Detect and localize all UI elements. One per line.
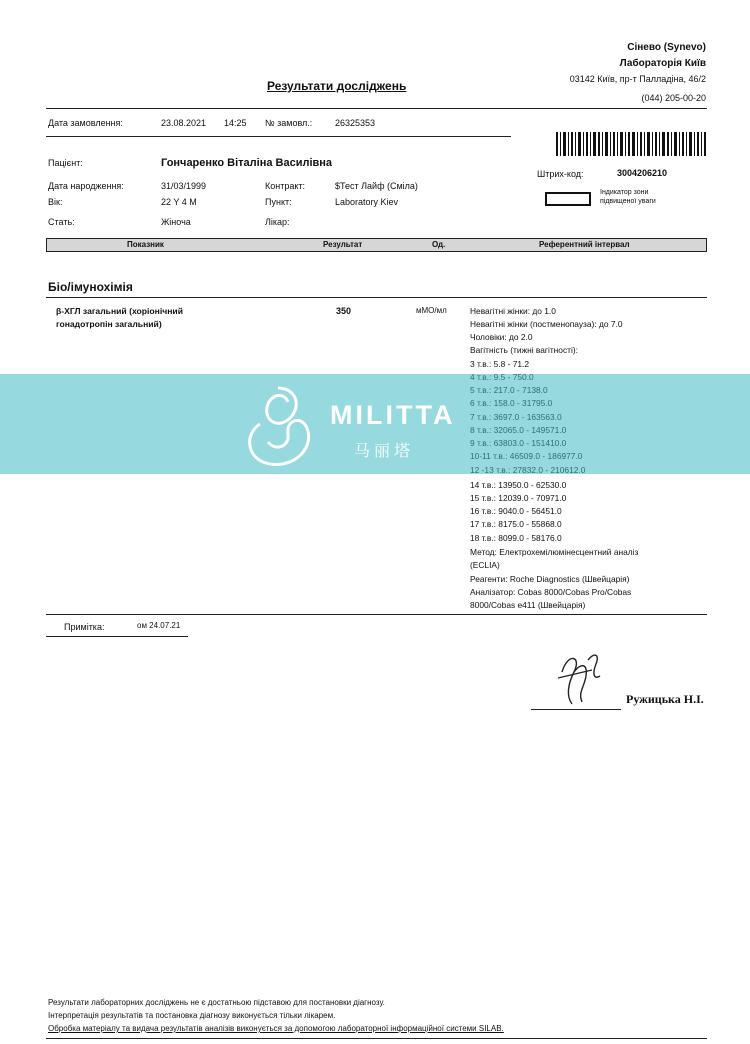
order-number-value: 26325353 [335,118,376,128]
col-unit-header: Од. [432,240,446,249]
signature-image [548,642,608,712]
footer-line1: Результати лабораторних досліджень не є достатньою підставою для постановки діагнозу. [48,998,385,1007]
signer-name: Ружицька Н.І. [626,692,704,706]
footer-line3: Обробка матеріалу та видача результатів аналізів виконується за допомогою лабораторної інформаційної системи SILAB. [48,1024,504,1033]
section-divider [46,297,707,298]
top-divider [46,108,707,109]
age-label: Вік: [48,197,63,207]
barcode-label: Штрих-код: [537,169,584,179]
lab-address: 03142 Київ, пр-т Палладіна, 46/2 [569,74,706,84]
footer-line2: Інтерпретація результатів та постановка діагнозу виконується тільки лікарем. [48,1011,336,1020]
lab-phone: (044) 205-00-20 [641,93,706,103]
indicator-text: Індикатор зони підвищеної уваги [600,189,656,205]
test-result: 350 [336,306,352,316]
order-date-value: 23.08.2021 [161,118,207,128]
watermark-logo-icon [240,380,324,470]
test-name-line1: β-ХГЛ загальний (хоріонічний [56,306,183,316]
watermark-subtitle: 马丽塔 [354,443,415,460]
ref-line: Аналізатор: Cobas 8000/Cobas Pro/Cobas [470,587,632,597]
ref-line: Чоловіки: до 2.0 [470,332,533,342]
col-result-header: Результат [323,240,363,249]
barcode-image [556,132,706,156]
barcode-value: 3004206210 [617,168,668,178]
col-reference-header: Референтний інтервал [539,240,630,249]
page-title: Результати досліджень [267,79,407,93]
age-value: 22 Y 4 M [161,197,197,207]
ref-line: Невагітні жінки: до 1.0 [470,306,556,316]
doctor-label: Лікар: [265,217,290,227]
contract-value: $Тест Лайф (Сміла) [335,181,418,191]
order-date-label: Дата замовлення: [48,118,123,128]
sex-label: Стать: [48,217,75,227]
dob-label: Дата народження: [48,181,124,191]
order-number-label: № замовл.: [265,118,313,128]
order-time-value: 14:25 [224,118,247,128]
ref-line: (ECLIA) [470,560,500,570]
lab-name: Сінево (Synevo) [627,42,706,53]
ref-line: 8000/Cobas e411 (Швейцарія) [470,600,586,610]
test-unit: мМО/мл [416,306,447,315]
results-bottom-divider [46,614,707,615]
watermark-brand: MILITTA [330,400,456,430]
point-label: Пункт: [265,197,292,207]
ref-line: 15 т.в.: 12039.0 - 70971.0 [470,493,567,503]
ref-line: Метод: Електрохемілюмінесцентний аналіз [470,547,639,557]
order-divider [46,136,511,137]
point-value: Laboratory Kiev [335,197,399,207]
signature-line [531,709,621,710]
patient-name: Гончаренко Віталіна Василівна [161,157,333,169]
indicator-box [545,192,591,206]
note-value: ом 24.07.21 [137,621,181,630]
ref-line: Вагітність (тижні вагітності): [470,345,578,355]
ref-line: Невагітні жінки (постменопауза): до 7.0 [470,319,623,329]
ref-line: Реагенти: Roche Diagnostics (Швейцарія) [470,574,630,584]
lab-branch: Лабораторія Київ [619,58,706,69]
col-indicator-header: Показник [127,240,164,249]
dob-value: 31/03/1999 [161,181,207,191]
test-name-line2: гонадотропін загальний) [56,319,162,329]
ref-line: 14 т.в.: 13950.0 - 62530.0 [470,480,567,490]
ref-line: 3 т.в.: 5.8 - 71.2 [470,359,530,369]
patient-label: Пацієнт: [48,158,83,168]
note-divider [46,636,188,637]
note-label: Примітка: [64,622,105,632]
footer-divider [46,1038,707,1039]
ref-line: 17 т.в.: 8175.0 - 55868.0 [470,519,562,529]
results-table-header [46,238,707,252]
ref-line: 18 т.в.: 8099.0 - 58176.0 [470,533,562,543]
ref-line: 16 т.в.: 9040.0 - 56451.0 [470,506,562,516]
contract-label: Контракт: [265,181,306,191]
section-title: Біо/імунохімія [48,280,133,294]
sex-value: Жіноча [161,217,191,227]
